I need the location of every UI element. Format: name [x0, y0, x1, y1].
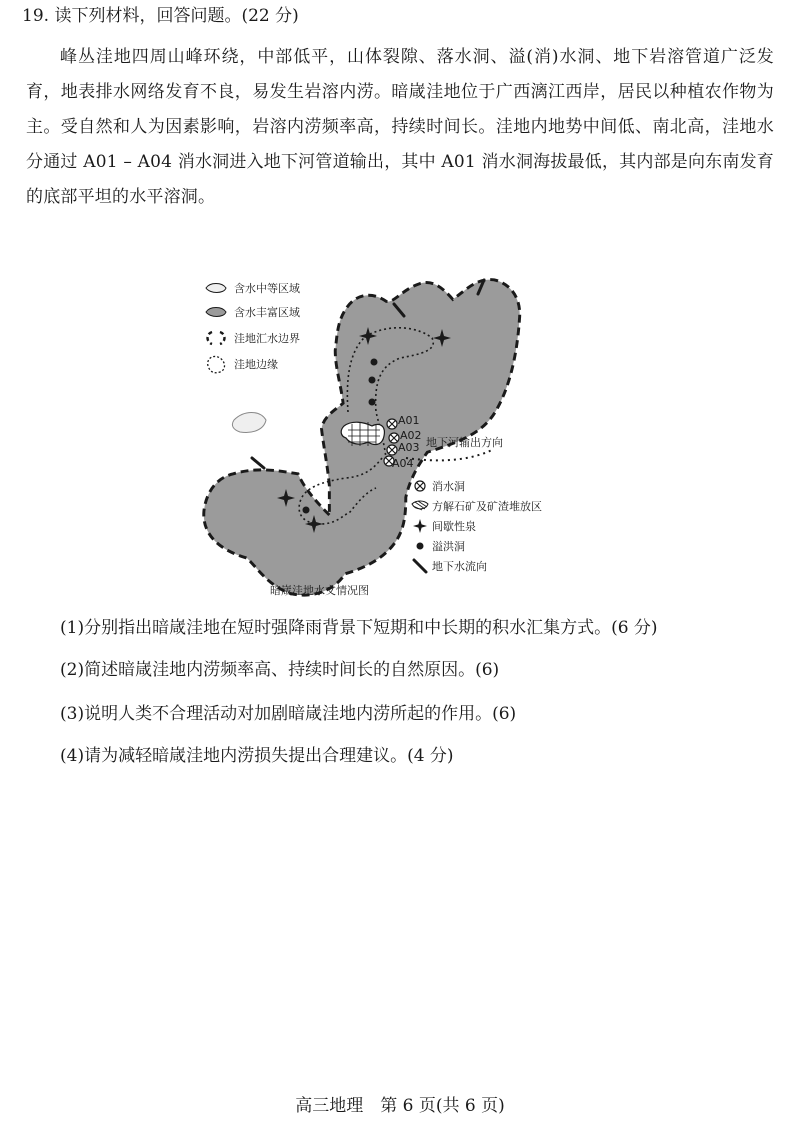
legend-label-medium-water: 含水中等区域 — [234, 282, 300, 295]
sink-hole-icon — [415, 481, 425, 491]
intermittent-spring-icon — [413, 519, 427, 533]
sub-question-1: (1)分别指出暗嵅洼地在短时强降雨背景下短期和中长期的积水汇集方式。(6 分) — [60, 618, 658, 638]
page-footer: 高三地理 第 6 页(共 6 页) — [295, 1096, 505, 1116]
hydrology-figure — [196, 262, 604, 598]
sub-question-4: (4)请为减轻暗嵅洼地内涝损失提出合理建议。(4 分) — [60, 746, 454, 766]
medium-water-patch — [232, 413, 266, 433]
catchment-boundary-icon — [208, 332, 225, 344]
medium-water-area-icon — [206, 284, 226, 293]
figure-caption: 暗嵅洼地水文情况图 — [270, 584, 369, 597]
legend-top — [206, 281, 300, 373]
legend-label-rich-water: 含水丰富区域 — [234, 306, 300, 319]
sinkhole-label-a04: A04 — [392, 457, 414, 470]
sinkhole-label-a03: A03 — [398, 441, 420, 454]
mine-slag-area-icon — [412, 501, 428, 510]
rich-water-area-icon — [206, 308, 226, 317]
legend-label-sink-hole: 消水洞 — [432, 480, 465, 493]
legend-label-mine-slag: 方解石矿及矿渣堆放区 — [432, 500, 542, 513]
legend-label-spring: 间歇性泉 — [432, 520, 476, 533]
question-passage: 峰丛洼地四周山峰环绕，中部低平，山体裂隙、落水洞、溢(消)水洞、地下岩溶管道广泛发育，地表排水网络发育不良，易发生岩溶内涝。暗嵅洼地位于广西漓江西岸，居民以种植农作物为主。受自然和人为因素影响，岩溶内涝频率高，持续时间长。洼地内地势中间低、南北高，洼地水分通过 A01 – A04 消水洞进入地下河管道输出，其中 A01 消水洞海拔最低，其内部是向东南发育的底部平坦的水平溶洞。 — [26, 47, 774, 207]
groundwater-flow-icon — [414, 560, 426, 572]
hydrology-map — [196, 262, 604, 598]
legend-label-groundwater-flow: 地下水流向 — [432, 560, 487, 573]
sub-question-3: (3)说明人类不合理活动对加剧暗嵅洼地内涝所起的作用。(6) — [60, 704, 517, 724]
legend-label-overflow-hole: 溢洪洞 — [432, 540, 465, 553]
depression-edge-icon — [208, 356, 225, 372]
river-label: 地下河输出方向 — [426, 436, 503, 449]
legend-label-catchment: 洼地汇水边界 — [234, 332, 300, 345]
sinkhole-label-a02: A02 — [400, 429, 422, 442]
sub-question-2: (2)简述暗嵅洼地内涝频率高、持续时间长的自然原因。(6) — [60, 660, 500, 680]
legend-bottom — [412, 479, 542, 573]
legend-label-depression-edge: 洼地边缘 — [234, 358, 278, 371]
question-title: 19. 读下列材料，回答问题。(22 分) — [22, 6, 299, 26]
sinkhole-label-a01: A01 — [398, 414, 420, 427]
overflow-hole-icon — [417, 543, 424, 550]
